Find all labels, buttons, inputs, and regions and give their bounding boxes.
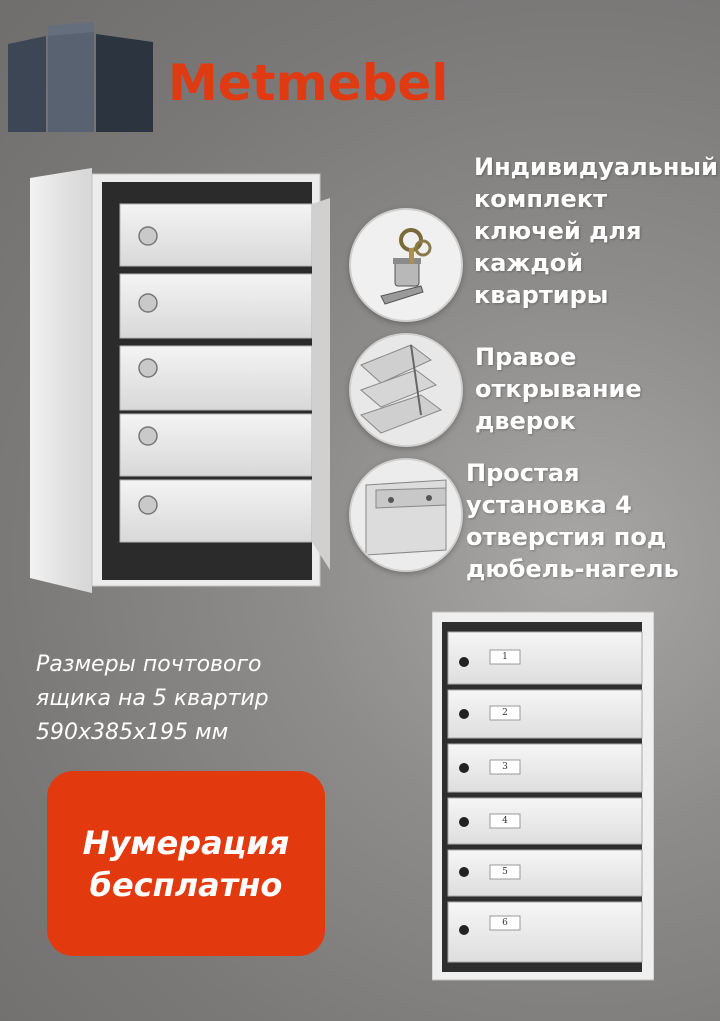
box-number-label: 2	[502, 708, 508, 718]
feature-line: ключей для	[474, 217, 642, 245]
feature-line: квартиры	[474, 281, 609, 309]
feature-install-text	[466, 457, 679, 585]
feature-line: открывание	[475, 375, 642, 403]
box-number-label: 1	[502, 652, 508, 662]
feature-line: Правое	[475, 343, 577, 371]
brand-name: Metmebel	[168, 54, 449, 112]
feature-opening-text	[475, 341, 642, 437]
building-bars-icon	[8, 22, 153, 132]
feature-keys-text	[474, 151, 718, 311]
promo-line: бесплатно	[89, 865, 283, 904]
box-number-label: 4	[502, 816, 508, 826]
door-hinge-icon	[349, 333, 463, 447]
feature-line: Простая	[466, 459, 580, 487]
promo-line: Нумерация	[82, 823, 290, 862]
free-numbering-badge	[47, 771, 325, 956]
box-number-label: 3	[502, 762, 508, 772]
feature-line: дверок	[475, 407, 576, 435]
feature-line: дюбель-нагель	[466, 555, 679, 583]
dimensions-line: 590x385x195 мм	[36, 720, 229, 745]
box-number-label: 5	[502, 867, 508, 877]
feature-line: комплект	[474, 185, 608, 213]
dimensions-line: ящика на 5 квартир	[36, 686, 269, 711]
lock-with-keys-icon	[349, 208, 463, 322]
feature-line: установка 4	[466, 491, 632, 519]
feature-line: Индивидуальный	[474, 153, 718, 181]
mounting-holes-icon	[349, 458, 463, 572]
box-number-label: 6	[502, 918, 508, 928]
feature-line: каждой	[474, 249, 584, 277]
feature-line: отверстия под	[466, 523, 667, 551]
dimensions-line: Размеры почтового	[36, 652, 262, 677]
mailbox-5-image	[30, 168, 330, 593]
mailbox-6-image	[432, 610, 654, 982]
dimensions-text	[36, 648, 269, 750]
